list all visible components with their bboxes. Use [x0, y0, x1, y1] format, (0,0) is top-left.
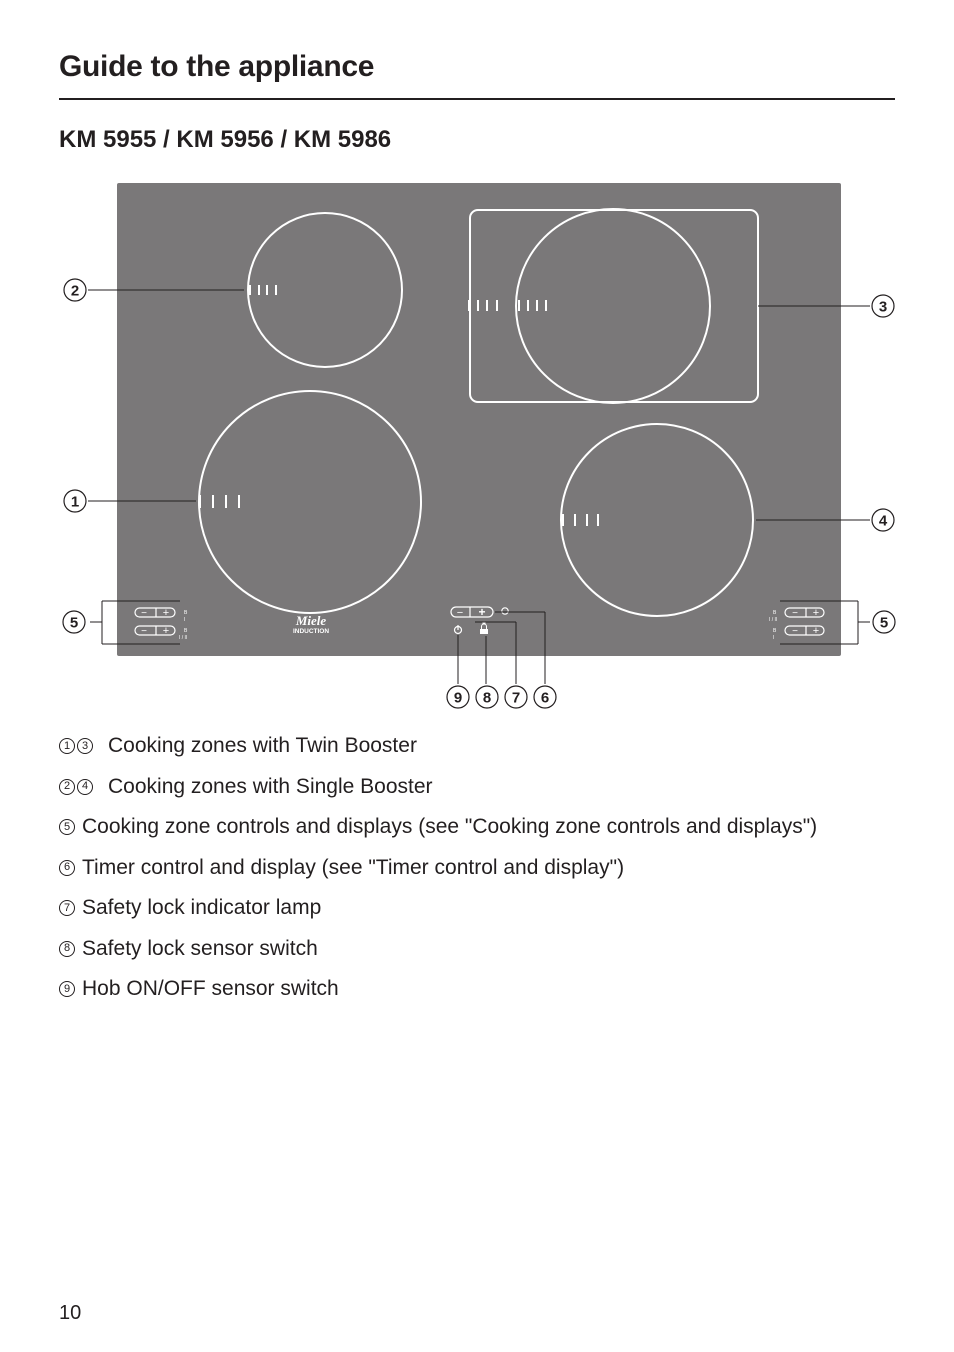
- legend-text: Cooking zones with Single Booster: [108, 774, 433, 798]
- booster-sub-left-top: I: [184, 617, 186, 623]
- legend-badge: 8: [59, 941, 75, 957]
- legend-text: Cooking zones with Twin Booster: [108, 734, 417, 758]
- page-title: Guide to the appliance: [59, 50, 375, 83]
- plus-right-bottom: +: [812, 625, 820, 637]
- callout-5-left: 5: [69, 614, 79, 632]
- legend-badge: 5: [59, 819, 75, 835]
- legend-badge: 4: [77, 779, 93, 795]
- plus-right-top: +: [812, 607, 820, 619]
- hob-surface: [117, 183, 841, 656]
- minus-left-bottom: −: [141, 626, 147, 637]
- legend-badge: 6: [59, 860, 75, 876]
- timer-minus: −: [456, 607, 464, 619]
- page-number: 10: [59, 1302, 82, 1324]
- booster-label-right-top: B: [773, 610, 777, 616]
- minus-right-bottom: −: [792, 626, 798, 637]
- callout-5-right: 5: [879, 614, 889, 632]
- plus-left-top: +: [162, 607, 170, 619]
- legend: [59, 726, 817, 1010]
- legend-text: Cooking zone controls and displays (see "Cooking zone controls and displays"): [82, 815, 818, 839]
- plus-left-bottom: +: [162, 625, 170, 637]
- brand-subtext: INDUCTION: [292, 628, 330, 635]
- legend-text: Safety lock sensor switch: [82, 936, 318, 960]
- legend-item: [59, 726, 817, 767]
- legend-text: Hob ON/OFF sensor switch: [82, 977, 339, 1001]
- legend-item: [59, 929, 817, 970]
- minus-left-top: −: [141, 608, 147, 619]
- callout-4: 4: [878, 512, 888, 530]
- callout-2: 2: [70, 282, 80, 300]
- timer-plus: +: [478, 605, 486, 619]
- callout-8: 8: [482, 689, 492, 707]
- legend-badge: 9: [59, 981, 75, 997]
- legend-item: [59, 807, 817, 848]
- booster-sub-left-bottom: I / II: [179, 635, 188, 641]
- booster-label-right-bottom: B: [773, 628, 777, 634]
- legend-badge: 3: [77, 738, 93, 754]
- callout-1: 1: [70, 493, 80, 511]
- legend-item: [59, 888, 817, 929]
- legend-text: Safety lock indicator lamp: [82, 896, 322, 920]
- legend-item: [59, 969, 817, 1010]
- callout-3: 3: [878, 298, 888, 316]
- callout-9: 9: [453, 689, 463, 707]
- model-heading: KM 5955 / KM 5956 / KM 5986: [59, 126, 392, 153]
- legend-item: [59, 848, 817, 889]
- legend-badge: 1: [59, 738, 75, 754]
- booster-label-left-bottom: B: [184, 628, 188, 634]
- callout-7: 7: [511, 689, 521, 707]
- booster-sub-right-top: I / II: [769, 617, 778, 623]
- legend-item: [59, 767, 817, 808]
- minus-right-top: −: [792, 608, 798, 619]
- booster-sub-right-bottom: I: [773, 635, 775, 641]
- legend-text: Timer control and display (see "Timer control and display"): [82, 855, 625, 879]
- legend-badge: 7: [59, 900, 75, 916]
- brand-logo: Miele: [295, 613, 327, 628]
- legend-badge: 2: [59, 779, 75, 795]
- callout-6: 6: [540, 689, 550, 707]
- booster-label-left-top: B: [184, 610, 188, 616]
